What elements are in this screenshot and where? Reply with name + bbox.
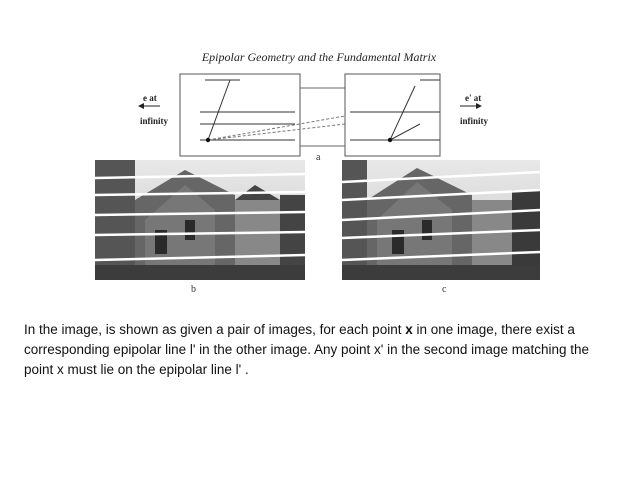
paragraph-part-1: In the image, is shown as given a pair of images, for each point <box>24 322 406 337</box>
right-epipole-label-1: e' at <box>465 93 482 103</box>
figure-title: Epipolar Geometry and the Fundamental Matrix <box>201 50 437 64</box>
body-paragraph <box>24 320 604 380</box>
panel-a-label: a <box>316 152 321 163</box>
right-image-plane <box>345 74 440 156</box>
church-photo-right <box>342 160 540 280</box>
point-x-prime <box>388 138 392 142</box>
left-epipole-label-1: e at <box>143 93 157 103</box>
panel-c-label: c <box>442 284 447 295</box>
left-epipole-label-2: infinity <box>140 116 169 126</box>
right-epipole-label-2: infinity <box>460 116 489 126</box>
bold-x: x <box>405 322 413 337</box>
panel-b-label: b <box>191 284 196 295</box>
church-photo-left <box>95 160 305 280</box>
point-x <box>206 138 210 142</box>
left-image-plane <box>180 74 300 156</box>
paragraph-part-2: in one image, there exist a corresponding epipolar line l' in the other image. Any point x' in the second image matching the point x must lie on the epipolar line l' . <box>24 322 589 377</box>
